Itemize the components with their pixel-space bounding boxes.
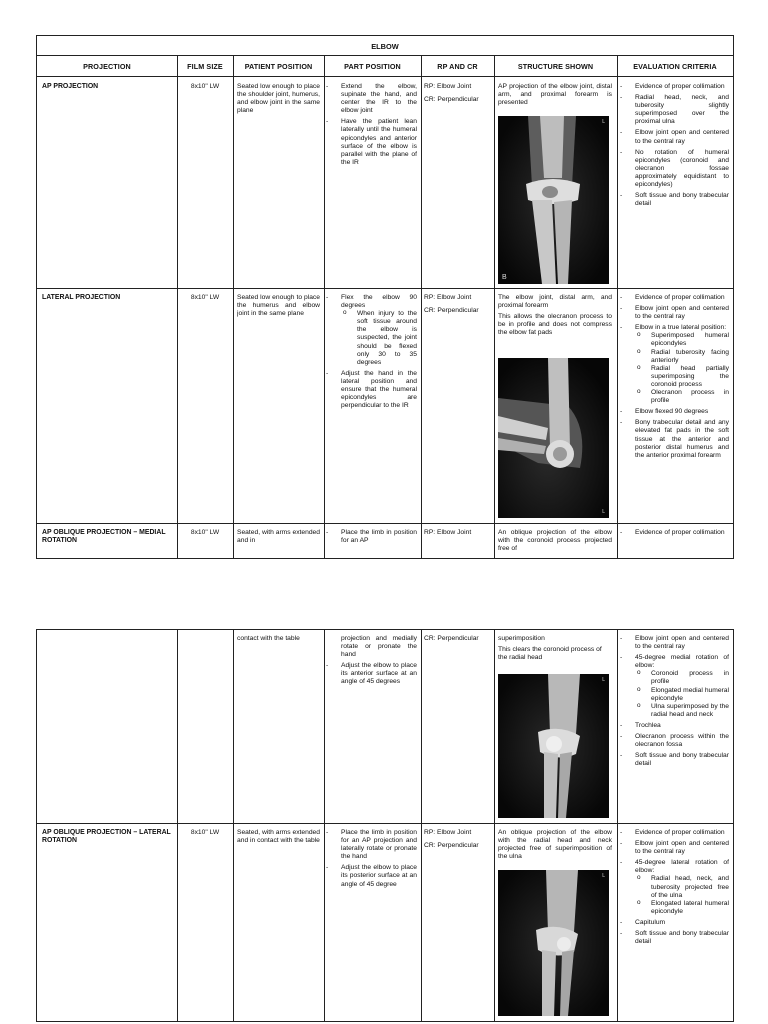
- patient-position: Seated, with arms extended and in: [237, 529, 320, 545]
- xray-image-ap-elbow: [498, 116, 609, 284]
- rp-and-cr: [424, 635, 494, 648]
- xray-label: B: [502, 274, 507, 281]
- xray-side-marker: L: [602, 509, 605, 515]
- header-projection: PROJECTION: [83, 62, 131, 71]
- part-position: [325, 529, 417, 548]
- criteria-subitem: o Radial head partially superimposing the coronoid process: [635, 365, 729, 389]
- criteria-item: - Elbow flexed 90 degrees: [619, 408, 729, 416]
- criteria-text: 45-degree medial rotation of elbow:: [635, 654, 729, 670]
- criteria-subitem: o Coronoid process in profile: [635, 670, 729, 686]
- film-size: 8x10" LW: [190, 529, 220, 536]
- structure-text: superimposition: [498, 635, 545, 642]
- criteria-item: - Radial head, neck, and tuberosity slightly superimposed over the proximal ulna: [619, 94, 729, 126]
- criteria-item: - Elbow joint open and centered to the central ray: [619, 305, 729, 321]
- criteria-item: - Evidence of proper collimation: [619, 829, 729, 837]
- criteria-item: - Trochlea: [619, 722, 729, 730]
- criteria-text: Elbow in a true lateral position:: [635, 324, 727, 332]
- xray-image-oblique-lateral: [498, 870, 609, 1016]
- criteria-item: - Elbow joint open and centered to the central ray: [619, 635, 729, 651]
- criteria-subitem: o Elongated lateral humeral epicondyle: [635, 900, 729, 916]
- evaluation-criteria: [619, 83, 729, 211]
- criteria-item: - Capitulum: [619, 919, 729, 927]
- rp-text: RP: Elbow Joint: [424, 829, 472, 836]
- part-step: [325, 294, 417, 367]
- criteria-subitem: o Radial head, neck, and tuberosity projected free of the ulna: [635, 875, 729, 899]
- part-position: [325, 635, 417, 690]
- film-size: 8x10" LW: [190, 294, 220, 301]
- rp-and-cr: [424, 529, 494, 542]
- part-step: - Place the limb in position for an AP: [325, 529, 417, 545]
- criteria-item: - Elbow joint open and centered to the central ray: [619, 840, 729, 856]
- elbow-table-page-1: [36, 35, 734, 559]
- projection-ap: AP PROJECTION: [42, 83, 99, 90]
- table-title: ELBOW: [371, 42, 399, 51]
- criteria-item: - Evidence of proper collimation: [619, 529, 729, 537]
- cr-text: CR: Perpendicular: [424, 307, 479, 315]
- cr-text: CR: Perpendicular: [424, 96, 479, 104]
- criteria-item: - No rotation of humeral epicondyles (coronoid and olecranon fossae approximately equidistant to epicondyles): [619, 149, 729, 189]
- structure-text: An oblique projection of the elbow with the radial head and neck projected free of superimposition of the ulna: [498, 829, 612, 861]
- part-step: - Have the patient lean laterally until the humeral epicondyles and anterior surface of the elbow is parallel with the plane of the IR: [325, 118, 417, 167]
- xray-image-oblique-medial: [498, 674, 609, 818]
- criteria-item: - Soft tissue and bony trabecular detail: [619, 930, 729, 946]
- cr-text: CR: Perpendicular: [424, 842, 479, 850]
- projection-ap-oblique-lateral: AP OBLIQUE PROJECTION – LATERAL ROTATION: [42, 829, 171, 845]
- header-film-size: FILM SIZE: [187, 62, 223, 71]
- evaluation-criteria: [619, 529, 729, 540]
- structure-text: AP projection of the elbow joint, distal arm, and proximal forearm is presented: [498, 83, 612, 107]
- criteria-subitem: o Ulna superimposed by the radial head and neck: [635, 703, 729, 719]
- criteria-item: - Evidence of proper collimation: [619, 83, 729, 91]
- criteria-subitem: o Elongated medial humeral epicondyle: [635, 687, 729, 703]
- criteria-item: [619, 654, 729, 719]
- criteria-subitem: o Superimposed humeral epicondyles: [635, 332, 729, 348]
- criteria-item: - Soft tissue and bony trabecular detail: [619, 192, 729, 208]
- header-evaluation-criteria: EVALUATION CRITERIA: [633, 62, 717, 71]
- patient-position: contact with the table: [237, 635, 300, 642]
- rp-text: RP: Elbow Joint: [424, 294, 472, 301]
- structure-shown: [498, 635, 612, 665]
- part-step: - Adjust the elbow to place its anterior surface at an angle of 45 degrees: [325, 662, 417, 686]
- evaluation-criteria: [619, 635, 729, 771]
- elbow-table-page-2: [36, 629, 734, 1022]
- criteria-item: - Soft tissue and bony trabecular detail: [619, 752, 729, 768]
- header-structure-shown: STRUCTURE SHOWN: [517, 62, 594, 71]
- criteria-item: - Evidence of proper collimation: [619, 294, 729, 302]
- structure-shown: [498, 829, 612, 864]
- structure-shown: [498, 294, 612, 340]
- part-step: - Adjust the hand in the lateral position and ensure that the humeral epicondyles are perpendicular to the IR: [325, 370, 417, 410]
- rp-and-cr: [424, 829, 494, 855]
- structure-text: An oblique projection of the elbow with the coronoid process projected free of: [498, 529, 612, 553]
- film-size: 8x10" LW: [190, 83, 220, 90]
- criteria-item: - Elbow joint open and centered to the central ray: [619, 129, 729, 145]
- rp-text: RP: Elbow Joint: [424, 529, 472, 536]
- part-step-text: Flex the elbow 90 degrees: [341, 294, 417, 310]
- xray-side-marker: L: [602, 873, 605, 879]
- structure-text: This allows the olecranon process to be in profile and does not compress the elbow fat pads: [498, 313, 612, 337]
- part-step-continued: projection and medially rotate or pronate the hand: [341, 635, 417, 659]
- part-step: - Place the limb in position for an AP projection and laterally rotate or pronate the hand: [325, 829, 417, 861]
- criteria-item: - Bony trabecular detail and any elevated fat pads in the soft tissue at the anterior and posterior distal humerus and the anterior proximal forearm: [619, 419, 729, 459]
- criteria-subitem: o Olecranon process in profile: [635, 389, 729, 405]
- criteria-item: [619, 324, 729, 405]
- part-position: [325, 829, 417, 892]
- film-size: 8x10" LW: [190, 829, 220, 836]
- criteria-text: 45-degree lateral rotation of elbow:: [635, 859, 729, 875]
- patient-position: Seated low enough to place the shoulder joint, humerus, and elbow joint in the same plane: [237, 83, 320, 115]
- patient-position: Seated low enough to place the humerus and elbow joint in the same plane: [237, 294, 320, 318]
- header-patient-position: PATIENT POSITION: [244, 62, 313, 71]
- structure-shown: [498, 83, 612, 110]
- structure-shown: [498, 529, 612, 556]
- part-position: [325, 294, 417, 413]
- header-rp-and-cr: RP AND CR: [437, 62, 478, 71]
- part-step: - Extend the elbow, supinate the hand, and center the IR to the elbow joint: [325, 83, 417, 115]
- rp-text: RP: Elbow Joint: [424, 83, 472, 90]
- rp-and-cr: [424, 294, 494, 320]
- evaluation-criteria: [619, 829, 729, 949]
- projection-lateral: LATERAL PROJECTION: [42, 294, 121, 301]
- xray-side-marker: L: [602, 677, 605, 683]
- structure-text: The elbow joint, distal arm, and proximal forearm: [498, 294, 612, 310]
- structure-text: This clears the coronoid process of the radial head: [498, 646, 602, 662]
- criteria-item: [619, 859, 729, 916]
- cr-text: CR: Perpendicular: [424, 635, 479, 642]
- rp-and-cr: [424, 83, 494, 109]
- part-step: - Adjust the elbow to place its posterior surface at an angle of 45 degree: [325, 864, 417, 888]
- part-position: [325, 83, 417, 170]
- evaluation-criteria: [619, 294, 729, 463]
- xray-side-marker: L: [602, 119, 605, 125]
- header-part-position: PART POSITION: [344, 62, 401, 71]
- criteria-item: - Olecranon process within the olecranon fossa: [619, 733, 729, 749]
- xray-image-lateral-elbow: [498, 358, 609, 518]
- patient-position: Seated, with arms extended and in contact with the table: [237, 829, 320, 845]
- projection-ap-oblique-medial: AP OBLIQUE PROJECTION – MEDIAL ROTATION: [42, 529, 166, 545]
- part-substep: o When injury to the soft tissue around the elbow is suspected, the joint should be flexed only 30 to 35 degrees: [341, 310, 417, 367]
- criteria-subitem: o Radial tuberosity facing anteriorly: [635, 349, 729, 365]
